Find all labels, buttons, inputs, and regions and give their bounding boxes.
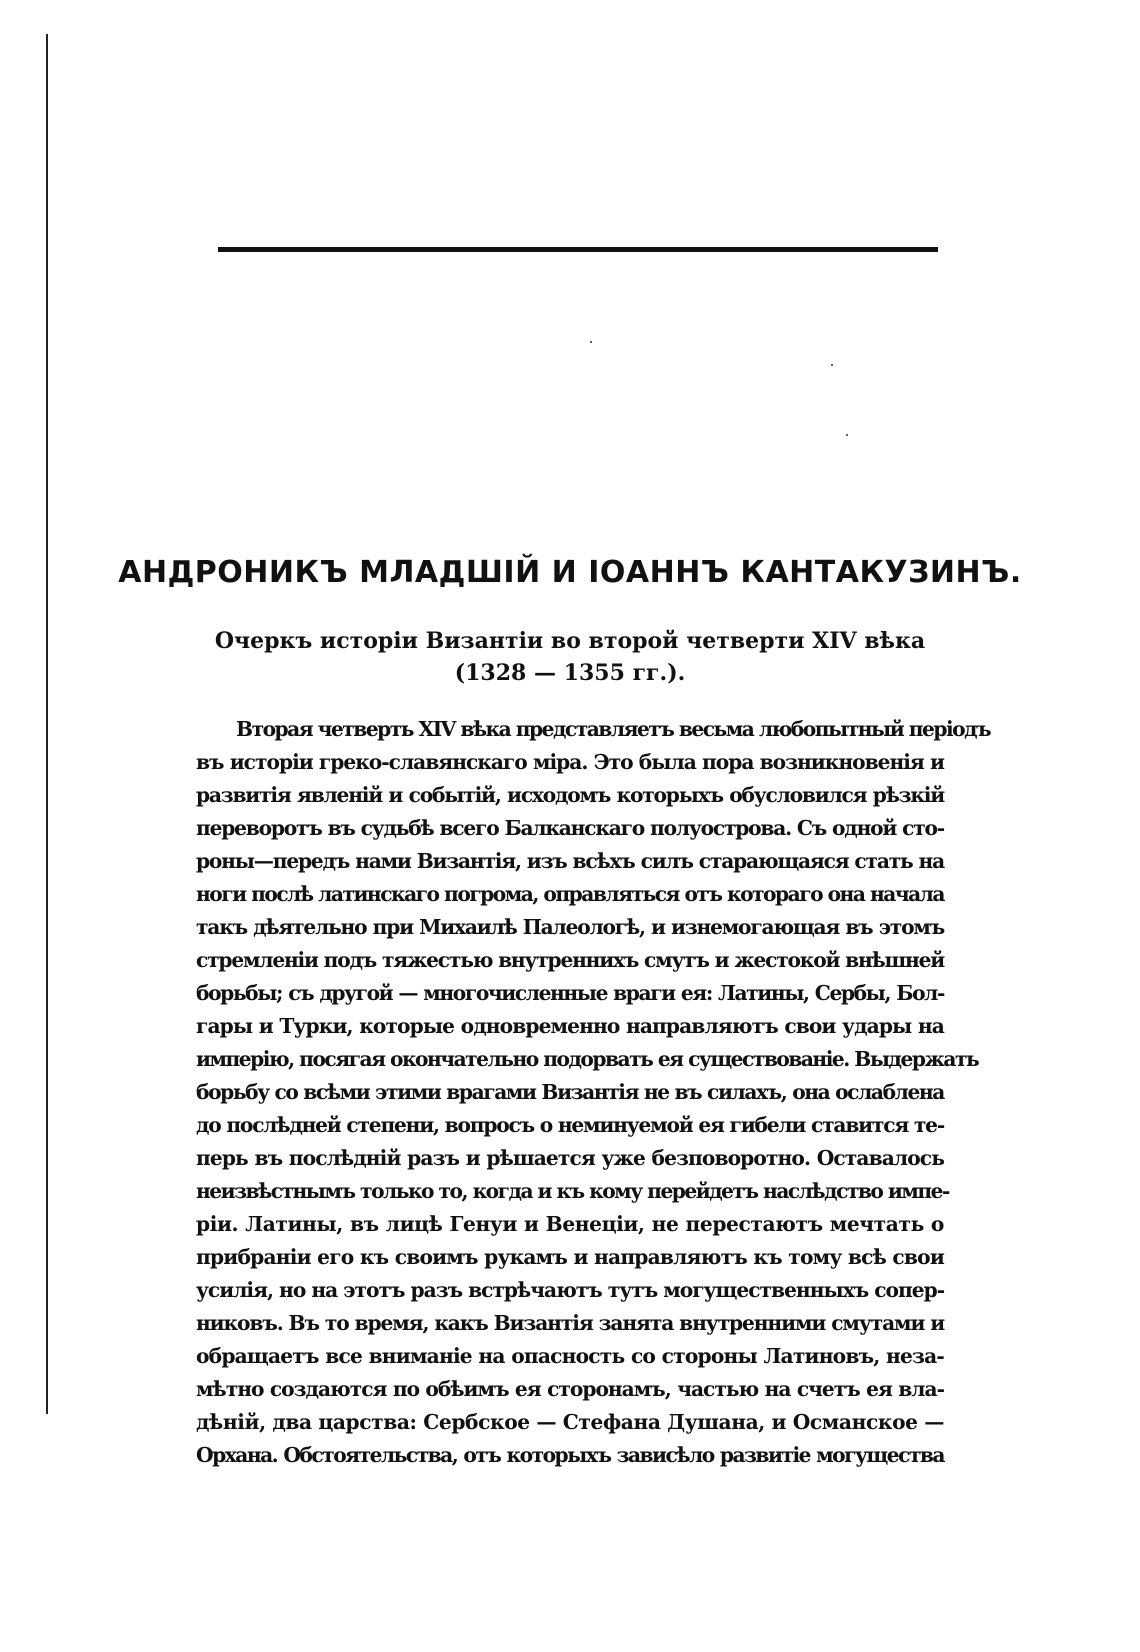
- text-line: развитія явленій и событій, исходомъ которыхъ обусловился рѣзкій: [196, 783, 944, 807]
- text-line: до послѣдней степени, вопросъ о неминуемой ея гибели ставится те-: [196, 1113, 944, 1137]
- text-line: имперію, посягая окончательно подорвать ея существованіе. Выдержать: [196, 1047, 979, 1071]
- text-line: ріи. Латины, въ лицѣ Генуи и Венеціи, не перестаютъ мечтать о: [196, 1212, 944, 1236]
- text-line: гары и Турки, которые одновременно направляютъ свои удары на: [196, 1014, 944, 1038]
- text-line: прибраніи его къ своимъ рукамъ и направляютъ къ тому всѣ свои: [196, 1245, 944, 1269]
- text-line: обращаетъ все вниманіе на опасность со стороны Латиновъ, неза-: [196, 1344, 944, 1368]
- text-line: роны—передъ нами Византія, изъ всѣхъ силъ старающаяся стать на: [196, 849, 944, 873]
- text-line: усилія, но на этотъ разъ встрѣчаютъ тутъ могущественныхъ сопер-: [196, 1278, 945, 1302]
- text-line: Вторая четверть XIV вѣка представляетъ весьма любопытный періодъ: [236, 717, 991, 741]
- text-line: въ исторіи греко-славянскаго міра. Это была пора возникновенія и: [196, 750, 944, 774]
- text-line: ноги послѣ латинскаго погрома, оправляться отъ котораго она начала: [196, 882, 944, 906]
- text-line: такъ дѣятельно при Михаилѣ Палеологѣ, и изнемогающая въ этомъ: [196, 915, 944, 939]
- article-subtitle-dates: (1328 — 1355 гг.).: [454, 660, 686, 686]
- page-edge-line: [46, 34, 48, 1414]
- text-line: перь въ послѣдній разъ и рѣшается уже безповоротно. Оставалось: [196, 1146, 944, 1170]
- text-line: борьбы; съ другой — многочисленные враги ея: Латины, Сербы, Бол-: [196, 981, 944, 1005]
- text-line: борьбу со всѣми этими врагами Византія не въ силахъ, она ослаблена: [196, 1080, 944, 1104]
- text-line: переворотъ въ судьбѣ всего Балканскаго полуострова. Съ одной сто-: [196, 816, 944, 840]
- body-paragraph: [196, 713, 991, 1472]
- header-rule: [218, 247, 938, 252]
- text-line: дѣній, два царства: Сербское — Стефана Душана, и Османское —: [196, 1410, 944, 1434]
- text-line: неизвѣстнымъ только то, когда и къ кому перейдетъ наслѣдство импе-: [196, 1179, 949, 1203]
- text-line: никовъ. Въ то время, какъ Византія занята внутренними смутами и: [196, 1311, 945, 1335]
- text-line: стремленіи подъ тяжестью внутреннихъ смутъ и жестокой внѣшней: [196, 948, 944, 972]
- article-title: АНДРОНИКЪ МЛАДШІЙ И ІОАННЪ КАНТАКУЗИНЪ.: [118, 555, 1022, 590]
- scan-speck: [590, 341, 592, 343]
- article-subtitle: Очеркъ исторіи Византіи во второй четверти XIV вѣка: [214, 628, 926, 654]
- text-line: Орхана. Обстоятельства, отъ которыхъ зависѣло развитіе могущества: [196, 1443, 944, 1467]
- scan-speck: [831, 364, 833, 366]
- text-line: мѣтно создаются по обѣимъ ея сторонамъ, частью на счетъ ея вла-: [196, 1377, 944, 1401]
- scan-speck: [846, 434, 848, 436]
